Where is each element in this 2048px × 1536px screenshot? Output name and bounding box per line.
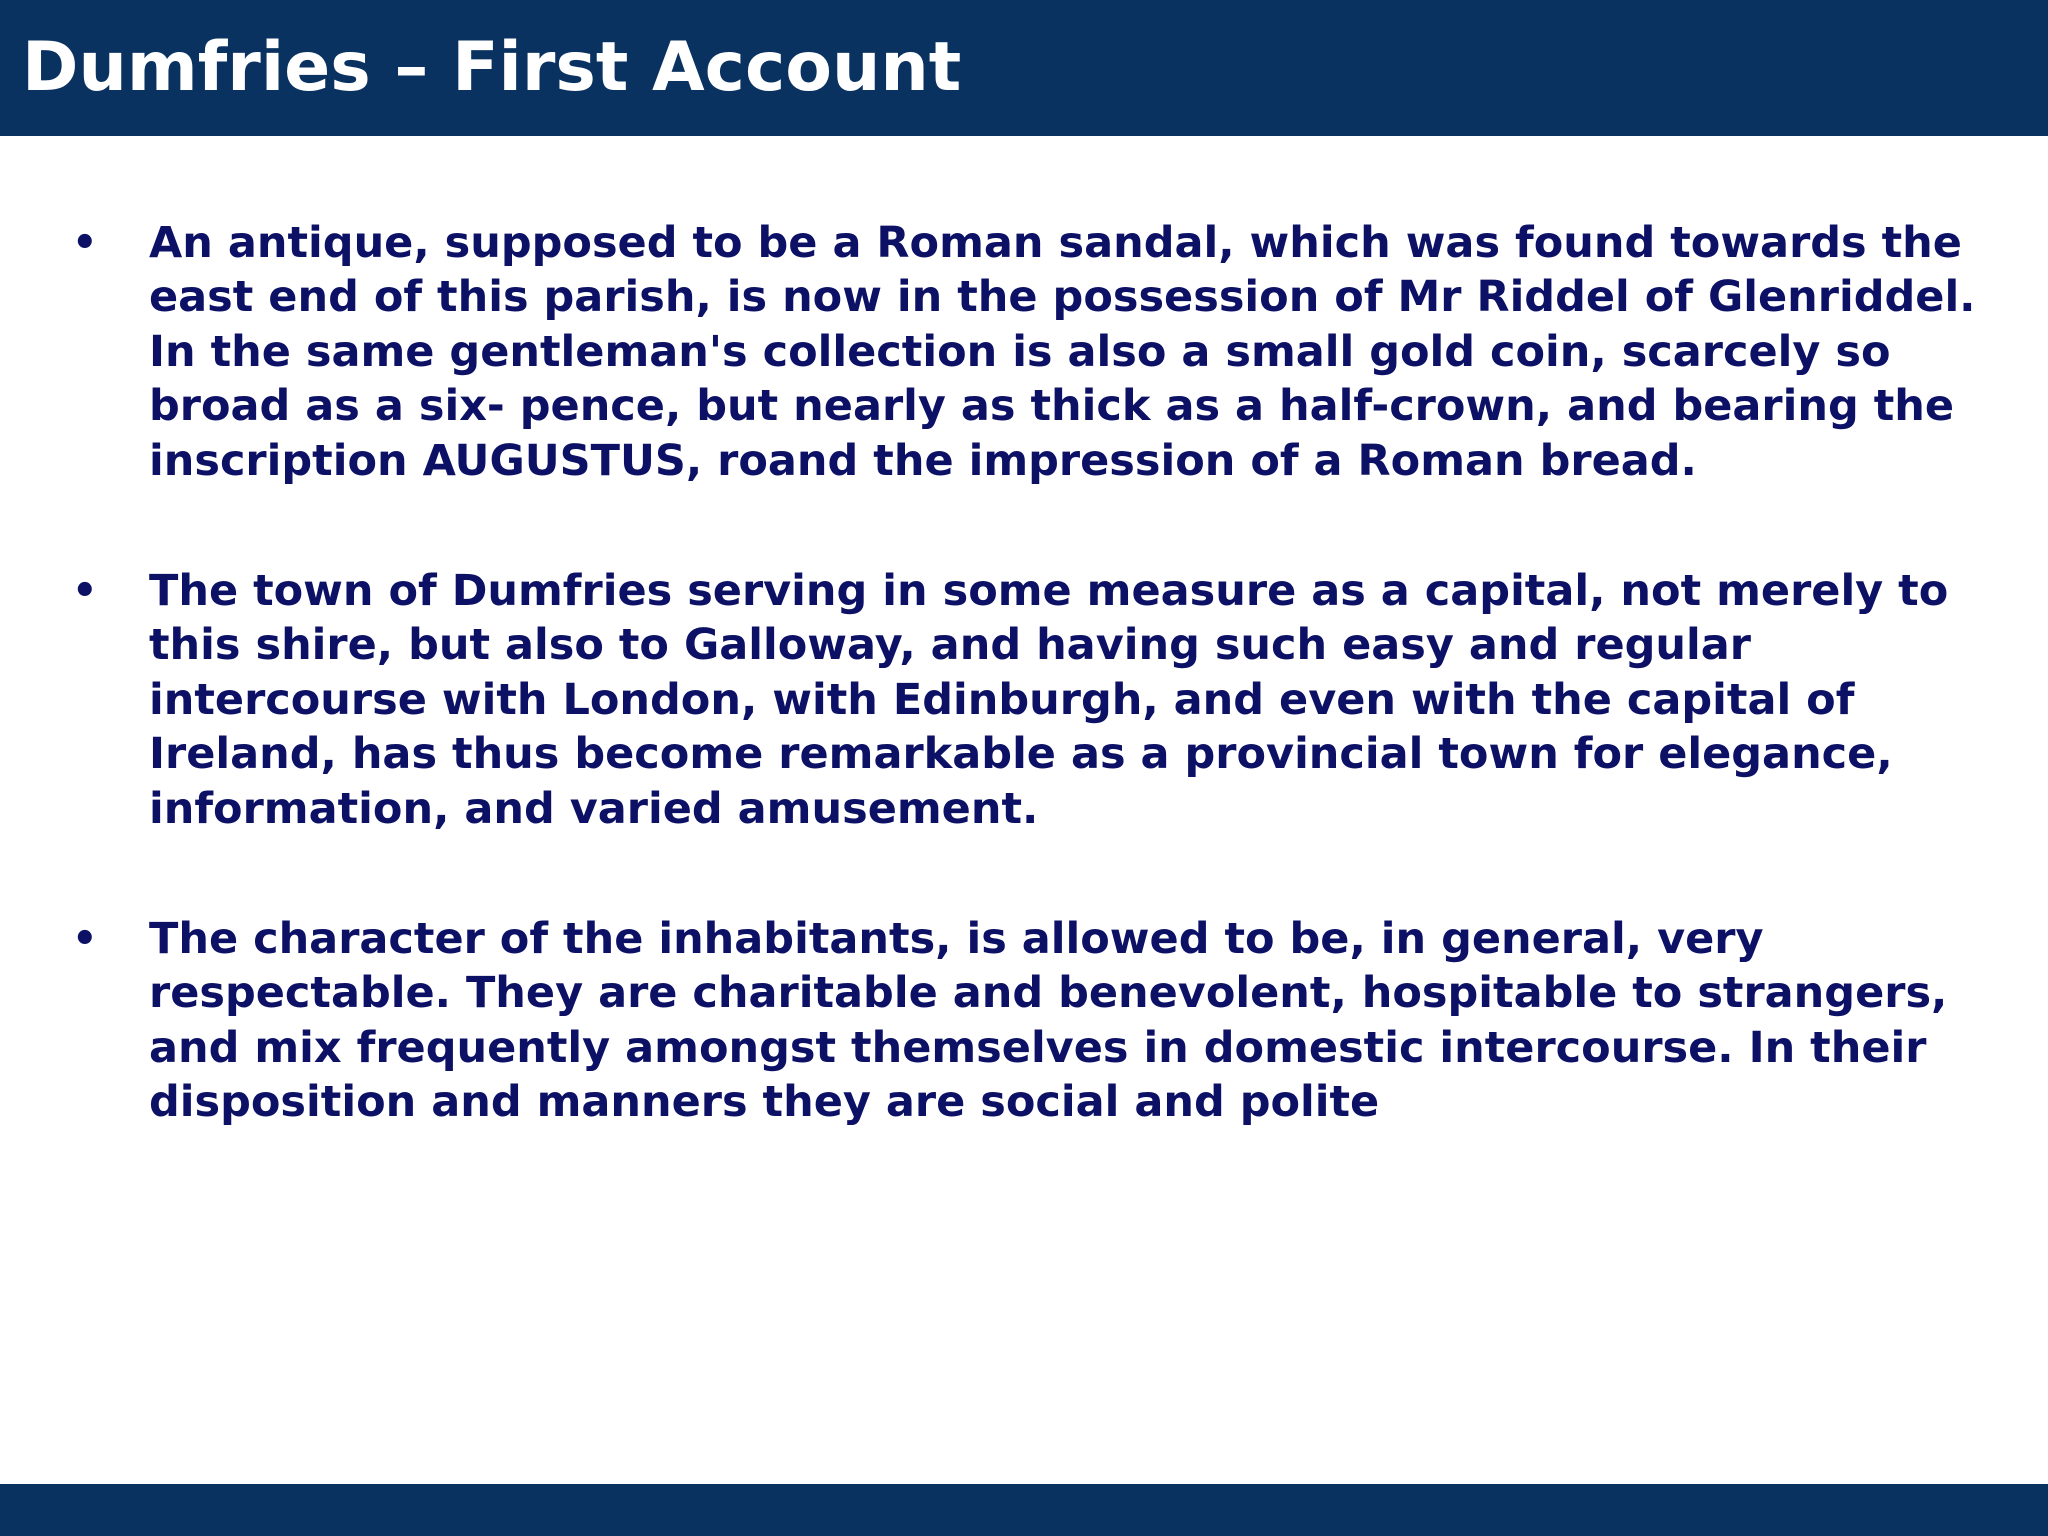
bullet-list [0, 216, 2048, 1206]
bullet-text: The character of the inhabitants, is allowed to be, in general, very respectable. They are charitable and benevolent, hospitable to strangers, and mix frequently amongst themselves in domestic intercourse. In their disposition and manners they are social and polite [149, 914, 1948, 1128]
bullet-marker: • [72, 568, 98, 615]
bullet-text: The town of Dumfries serving in some measure as a capital, not merely to this shire, but also to Galloway, and having such easy and regular intercourse with London, with Edinburgh, and even with the capital of Ireland, has thus become remarkable as a provincial town for elegance, information, and varied amusement. [149, 566, 1949, 834]
footer-bar [0, 1484, 2048, 1536]
bullet-marker: • [72, 220, 98, 266]
bullet-item-inhabitants-character [0, 912, 2048, 1130]
bullet-text: An antique, supposed to be a Roman sandal, which was found towards the east end of this parish, is now in the possession of Mr Riddel of Glenriddel. In the same gentleman's collection is also a small gold coin, scarcely so broad as a six- pence, but nearly as thick as a half-crown, and bearing the inscription AUGUSTUS, roand the impression of a Roman bread. [149, 218, 1976, 486]
title-bar [0, 0, 2048, 136]
bullet-item-roman-antiquities [0, 216, 2048, 488]
slide-title: Dumfries – First Account [22, 28, 962, 107]
bullet-item-town-capital [0, 564, 2048, 836]
bullet-marker: • [72, 916, 98, 963]
